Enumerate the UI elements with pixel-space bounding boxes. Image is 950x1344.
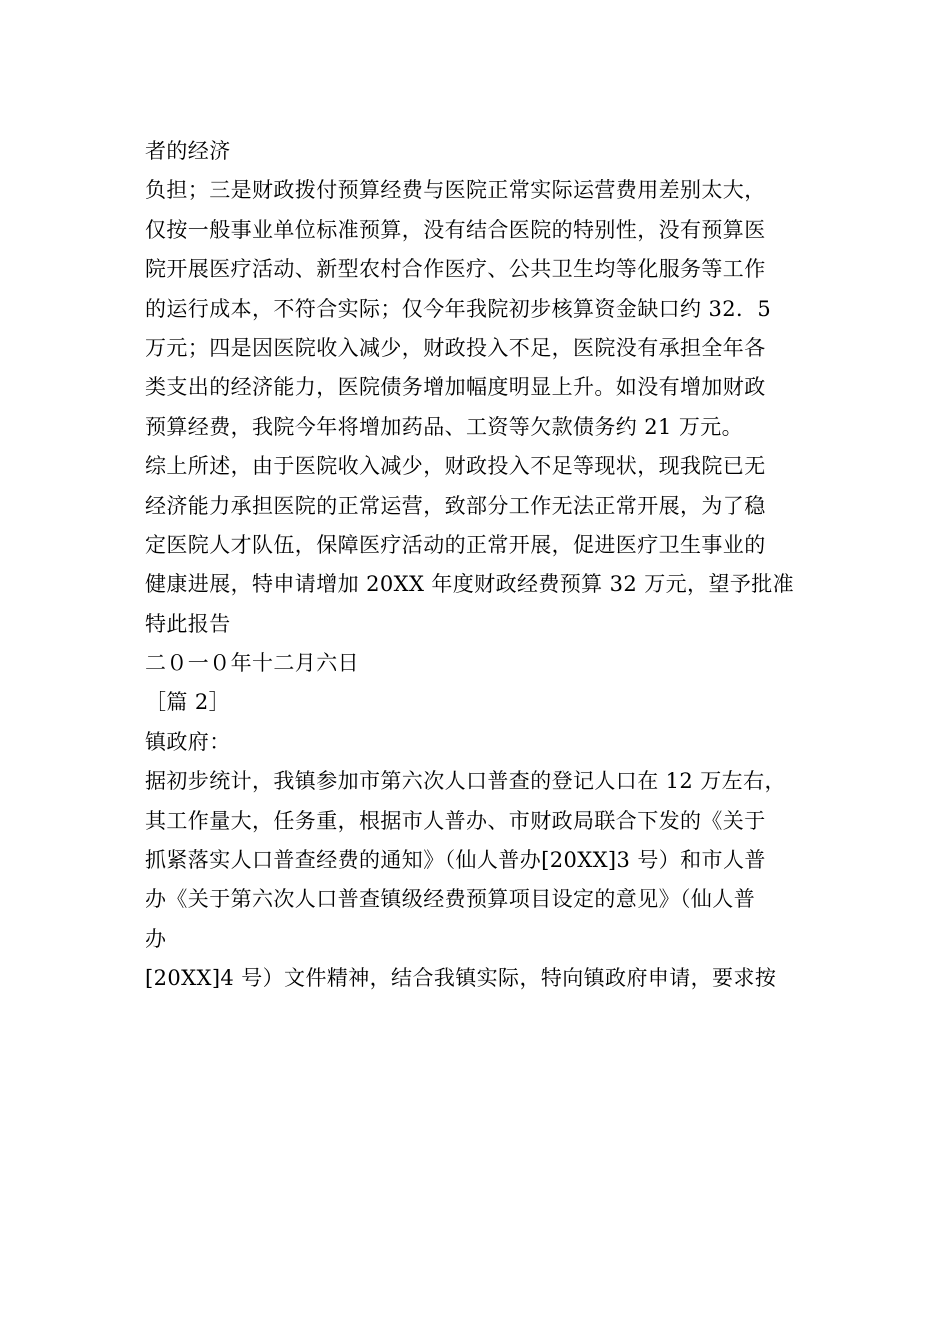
text-line: 据初步统计，我镇参加市第六次人口普查的登记人口在 12 万左右， bbox=[145, 769, 786, 794]
text-line: 其工作量大，任务重，根据市人普办、市财政局联合下发的《关于 bbox=[145, 808, 766, 833]
closing-statement: 特此报告 bbox=[145, 611, 231, 636]
text-line: [20XX]4 号）文件精神，结合我镇实际，特向镇政府申请，要求按 bbox=[145, 966, 777, 991]
text-line: 万元；四是因医院收入减少，财政投入不足，医院没有承担全年各 bbox=[145, 335, 766, 360]
text-line: 健康进展，特申请增加 20XX 年度财政经费预算 32 万元，望予批准 bbox=[145, 572, 795, 597]
text-line: 办《关于第六次人口普查镇级经费预算项目设定的意见》（仙人普 bbox=[145, 887, 756, 912]
text-line: 办 bbox=[145, 926, 167, 951]
text-line: 预算经费，我院今年将增加药品、工资等欠款债务约 21 万元。 bbox=[145, 414, 744, 439]
document-body bbox=[145, 132, 815, 999]
text-line: 类支出的经济能力，医院债务增加幅度明显上升。如没有增加财政 bbox=[145, 375, 766, 400]
salutation: 镇政府： bbox=[145, 729, 231, 754]
text-line: 经济能力承担医院的正常运营，致部分工作无法正常开展，为了稳 bbox=[145, 493, 766, 518]
text-line: 抓紧落实人口普查经费的通知》（仙人普办[20XX]3 号）和市人普 bbox=[145, 848, 766, 873]
text-line: 者的经济 bbox=[145, 139, 231, 163]
section-heading: ［篇 2］ bbox=[145, 690, 231, 715]
text-line: 定医院人才队伍，保障医疗活动的正常开展，促进医疗卫生事业的 bbox=[145, 532, 766, 557]
text-line: 负担；三是财政拨付预算经费与医院正常实际运营费用差别太大， bbox=[145, 178, 766, 203]
text-line: 仅按一般事业单位标准预算，没有结合医院的特别性，没有预算医 bbox=[145, 217, 766, 242]
text-line: 的运行成本，不符合实际；仅今年我院初步核算资金缺口约 32．5 bbox=[145, 296, 772, 321]
text-line: 综上所述，由于医院收入减少，财政投入不足等现状，现我院已无 bbox=[145, 454, 766, 479]
date-line: 二０一０年十二月六日 bbox=[145, 651, 359, 676]
text-line: 院开展医疗活动、新型农村合作医疗、公共卫生均等化服务等工作 bbox=[145, 257, 766, 282]
